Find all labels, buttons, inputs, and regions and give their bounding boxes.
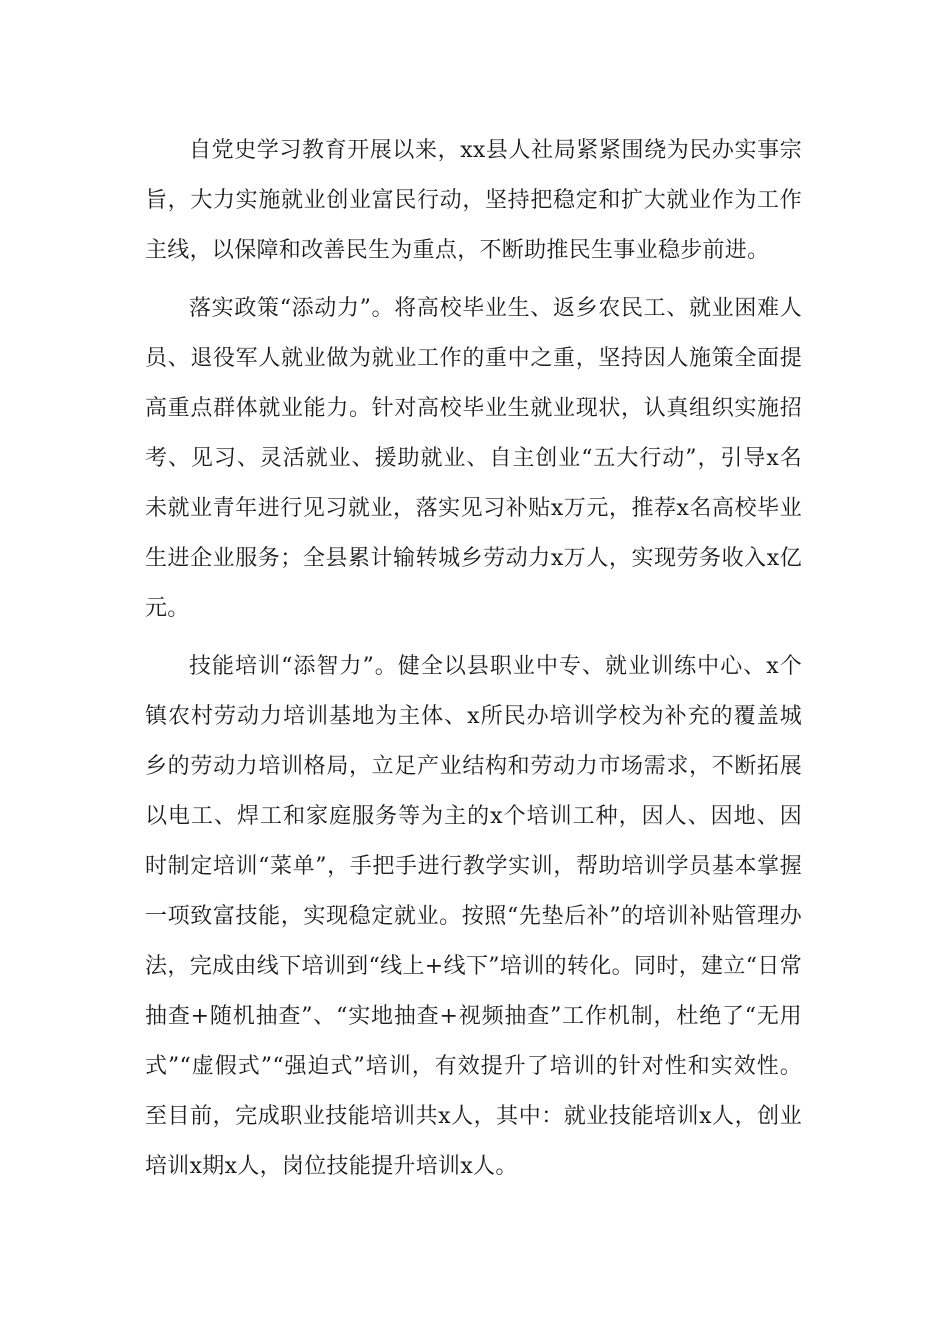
paragraph-training: 技能培训“添智力”。健全以县职业中专、就业训练中心、x个镇农村劳动力培训基地为主体、x所民办培训学校为补充的覆盖城乡的劳动力培训格局，立足产业结构和劳动力市场需求，不断拓展以电工、焊工和家庭服务等为主的x个培训工种，因人、因地、因时制定培训“菜单”，手把手进行教学实训，帮助培训学员基本掌握一项致富技能，实现稳定就业。按照“先垫后补”的培训补贴管理办法，完成由线下培训到“线上+线下”培训的转化。同时，建立“日常抽查+随机抽查”、“实地抽查+视频抽查”工作机制，杜绝了“无用式”“虚假式”“强迫式”培训，有效提升了培训的针对性和实效性。至目前，完成职业技能培训共x人，其中：就业技能培训x人，创业培训x期x人，岗位技能提升培训x人。 [145, 654, 802, 1179]
paragraph-policy: 落实政策“添动力”。将高校毕业生、返乡农民工、就业困难人员、退役军人就业做为就业工作的重中之重，坚持因人施策全面提高重点群体就业能力。针对高校毕业生就业现状，认真组织实施招考、见习、灵活就业、援助就业、自主创业“五大行动”，引导x名未就业青年进行见习就业，落实见习补贴x万元，推荐x名高校毕业生进企业服务；全县累计输转城乡劳动力x万人，实现劳务收入x亿元。 [145, 296, 802, 621]
paragraph-intro: 自党史学习教育开展以来，xx县人社局紧紧围绕为民办实事宗旨，大力实施就业创业富民行动，坚持把稳定和扩大就业作为工作主线，以保障和改善民生为重点，不断助推民生事业稳步前进。 [145, 138, 802, 263]
